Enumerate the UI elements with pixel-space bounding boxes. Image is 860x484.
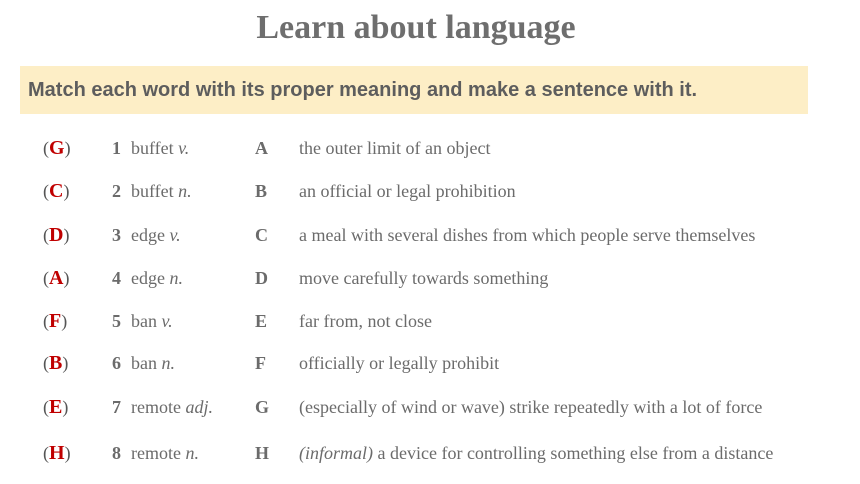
word-text: remote xyxy=(131,443,181,463)
answer-letter: C xyxy=(49,180,64,202)
word-text: edge xyxy=(131,225,165,245)
answer-blank[interactable]: (C) xyxy=(43,180,70,202)
word-text: buffet xyxy=(131,181,174,201)
part-of-speech: v. xyxy=(178,138,190,158)
vocab-word xyxy=(131,220,181,250)
meaning-key: A xyxy=(255,138,268,158)
answer-letter: H xyxy=(49,442,65,464)
answer-letter: B xyxy=(49,352,63,374)
meaning-key: E xyxy=(255,311,268,331)
part-of-speech: n. xyxy=(161,353,175,373)
meaning-body: officially or legally prohibit xyxy=(299,353,500,373)
meaning-body: far from, not close xyxy=(299,311,432,331)
part-of-speech: n. xyxy=(185,443,199,463)
answer-letter: A xyxy=(49,267,64,289)
answer-blank[interactable]: (H) xyxy=(43,442,71,464)
meaning-key: C xyxy=(255,225,268,245)
meaning-text xyxy=(299,306,432,336)
answer-blank[interactable]: (F) xyxy=(43,310,68,332)
part-of-speech: n. xyxy=(169,268,183,288)
list-item xyxy=(0,438,860,468)
vocab-word xyxy=(131,133,189,163)
answer-blank[interactable]: (G) xyxy=(43,137,71,159)
meaning-text xyxy=(299,263,548,293)
instruction-banner: Match each word with its proper meaning and make a sentence with it. xyxy=(20,66,808,114)
vocab-word xyxy=(131,348,175,378)
item-number: 6 xyxy=(112,353,121,373)
part-of-speech: adj. xyxy=(185,397,213,417)
meaning-key: G xyxy=(255,397,270,417)
list-item xyxy=(0,133,860,163)
meaning-prefix: (informal) xyxy=(299,443,373,463)
answer-letter: G xyxy=(49,137,65,159)
meaning-body: (especially of wind or wave) strike repeatedly with a lot of force xyxy=(299,397,763,417)
list-item xyxy=(0,348,860,378)
meaning-body: the outer limit of an object xyxy=(299,138,491,158)
item-number: 8 xyxy=(112,443,121,463)
meaning-body: a meal with several dishes from which people serve themselves xyxy=(299,225,756,245)
meaning-text xyxy=(299,176,516,206)
answer-letter: D xyxy=(49,224,64,246)
answer-letter: E xyxy=(49,396,63,418)
vocab-word xyxy=(131,306,173,336)
meaning-text xyxy=(299,438,773,468)
answer-blank[interactable]: (D) xyxy=(43,224,70,246)
part-of-speech: v. xyxy=(161,311,173,331)
word-text: buffet xyxy=(131,138,174,158)
item-number: 5 xyxy=(112,311,121,331)
word-text: ban xyxy=(131,311,157,331)
meaning-key: H xyxy=(255,443,270,463)
meaning-text xyxy=(299,348,499,378)
word-text: ban xyxy=(131,353,157,373)
meaning-text xyxy=(299,220,755,250)
meaning-key: B xyxy=(255,181,268,201)
word-text: edge xyxy=(131,268,165,288)
item-number: 4 xyxy=(112,268,121,288)
answer-letter: F xyxy=(49,310,62,332)
list-item xyxy=(0,263,860,293)
item-number: 7 xyxy=(112,397,121,417)
meaning-body: an official or legal prohibition xyxy=(299,181,516,201)
item-number: 3 xyxy=(112,225,121,245)
item-number: 1 xyxy=(112,138,121,158)
vocab-word xyxy=(131,392,213,422)
list-item xyxy=(0,220,860,250)
meaning-body: a device for controlling something else from a distance xyxy=(373,443,774,463)
item-number: 2 xyxy=(112,181,121,201)
part-of-speech: v. xyxy=(169,225,181,245)
list-item xyxy=(0,392,860,422)
list-item xyxy=(0,176,860,206)
answer-blank[interactable]: (E) xyxy=(43,396,69,418)
list-item xyxy=(0,306,860,336)
vocab-word xyxy=(131,176,192,206)
meaning-text xyxy=(299,392,762,422)
word-text: remote xyxy=(131,397,181,417)
page-title: Learn about language xyxy=(256,9,576,46)
meaning-body: move carefully towards something xyxy=(299,268,549,288)
vocab-word xyxy=(131,263,183,293)
answer-blank[interactable]: (A) xyxy=(43,267,70,289)
answer-blank[interactable]: (B) xyxy=(43,352,69,374)
meaning-key: F xyxy=(255,353,266,373)
vocab-word xyxy=(131,438,199,468)
meaning-text xyxy=(299,133,490,163)
part-of-speech: n. xyxy=(178,181,192,201)
meaning-key: D xyxy=(255,268,268,288)
